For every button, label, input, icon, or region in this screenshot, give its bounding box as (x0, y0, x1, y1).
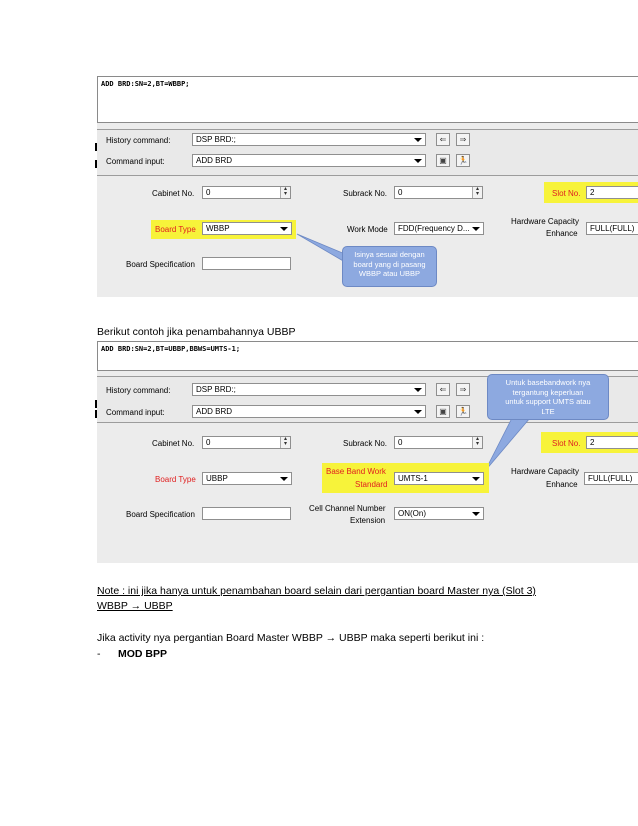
slot-no-label: Slot No. (552, 439, 581, 448)
subrack-no-label: Subrack No. (343, 189, 388, 198)
callout-line: Isinya sesuai dengan (354, 250, 425, 259)
chevron-down-icon (472, 477, 480, 481)
arrow-right-icon: ⇒ (459, 135, 467, 144)
spinner-icon[interactable]: ▴ ▾ (280, 187, 290, 198)
callout-line: WBBP atau UBBP (358, 269, 421, 278)
command-input-label: Command input: (106, 408, 165, 417)
history-command-label: History command: (106, 386, 171, 395)
board-type-value: UBBP (206, 474, 228, 483)
hardware-capacity-label-line2: Enhance (546, 480, 578, 489)
slot-no-label: Slot No. (552, 189, 581, 198)
note-line-2: WBBP → UBBP (97, 600, 173, 612)
baseband-work-standard-label-line2: Standard (355, 480, 388, 489)
cabinet-no-value: 0 (206, 438, 211, 447)
arrow-left-icon: ⇐ (439, 135, 447, 144)
screenshot-add-brd-wbbp (97, 76, 638, 297)
cell-channel-number-value: ON(On) (398, 509, 426, 518)
run-icon: 🏃 (458, 156, 468, 165)
board-specification-input[interactable] (202, 507, 291, 520)
paragraph-master-replacement: Jika activity nya pergantian Board Master WBBP → UBBP maka seperti berikut ini : (97, 632, 485, 644)
save-icon: ▣ (439, 156, 447, 165)
board-type-value: WBBP (206, 224, 230, 233)
margin-mark (95, 410, 97, 418)
hardware-capacity-select[interactable] (584, 472, 638, 485)
cabinet-no-input[interactable] (202, 436, 291, 449)
board-specification-label: Board Specification (126, 260, 195, 269)
command-output-text: ADD BRD:SN=2,BT=WBBP; (101, 80, 190, 88)
callout-line: Untuk basebandwork nya (505, 378, 591, 387)
slot-no-value: 2 (590, 438, 595, 447)
chevron-down-icon (280, 477, 288, 481)
work-mode-value: FDD(Frequency D... (398, 224, 470, 233)
subrack-no-value: 0 (398, 188, 403, 197)
spinner-icon[interactable]: ▴ ▾ (472, 437, 482, 448)
callout-line: tergantung keperluan (512, 387, 584, 397)
work-mode-label: Work Mode (347, 225, 388, 234)
chevron-down-icon (472, 512, 480, 516)
cell-channel-number-label-line1: Cell Channel Number (309, 504, 386, 513)
arrow-right-icon: ⇒ (459, 385, 467, 394)
spinner-icon[interactable]: ▴ ▾ (280, 437, 290, 448)
bullet-dash: - (97, 648, 101, 660)
baseband-work-standard-select[interactable] (394, 472, 484, 485)
hardware-capacity-value: FULL(FULL) (590, 224, 635, 233)
hardware-capacity-label-line1: Hardware Capacity (511, 467, 580, 476)
cell-channel-number-label-line2: Extension (350, 516, 386, 525)
save-icon: ▣ (439, 407, 447, 416)
history-command-value: DSP BRD:; (196, 135, 236, 144)
command-input-value: ADD BRD (196, 407, 233, 416)
hardware-capacity-label-line2: Enhance (546, 229, 578, 238)
margin-mark (95, 160, 97, 168)
callout-line: LTE (541, 406, 555, 416)
margin-mark (95, 143, 97, 151)
baseband-work-standard-label-line1: Base Band Work (326, 467, 386, 476)
subrack-no-input[interactable] (394, 436, 483, 449)
callout-baseband-note (487, 374, 609, 420)
baseband-work-standard-value: UMTS-1 (398, 474, 428, 483)
cabinet-no-label: Cabinet No. (152, 189, 195, 198)
board-type-label: Board Type (155, 225, 196, 234)
bullet-mod-bpp: MOD BPP (118, 648, 168, 660)
cabinet-no-label: Cabinet No. (152, 439, 195, 448)
slot-no-input[interactable] (586, 436, 638, 449)
run-icon: 🏃 (458, 407, 468, 416)
history-command-label: History command: (106, 136, 171, 145)
board-specification-input[interactable] (202, 257, 291, 270)
command-input-label: Command input: (106, 157, 165, 166)
hardware-capacity-value: FULL(FULL) (588, 474, 633, 483)
hardware-capacity-label-line1: Hardware Capacity (511, 217, 580, 226)
callout-board-type-note (342, 246, 437, 287)
board-type-label: Board Type (155, 475, 196, 484)
board-type-select[interactable] (202, 472, 292, 485)
slot-no-value: 2 (590, 188, 595, 197)
subrack-no-value: 0 (398, 438, 403, 447)
note-line-1: Note : ini jika hanya untuk penambahan board selain dari pergantian board Master nya (Slot 3) (97, 585, 536, 597)
callout-line: untuk support UMTS atau (505, 397, 591, 406)
command-output-text: ADD BRD:SN=2,BT=UBBP,BBWS=UMTS-1; (101, 345, 241, 353)
board-specification-label: Board Specification (126, 510, 195, 519)
history-command-value: DSP BRD:; (196, 385, 236, 394)
cabinet-no-value: 0 (206, 188, 211, 197)
spinner-icon[interactable]: ▴ ▾ (472, 187, 482, 198)
caption-ubbp-example: Berikut contoh jika penambahannya UBBP (97, 326, 296, 338)
screenshot-add-brd-ubbp (97, 341, 638, 563)
command-input-value: ADD BRD (196, 156, 233, 165)
callout-line: board yang di pasang (353, 259, 426, 269)
arrow-left-icon: ⇐ (439, 385, 447, 394)
margin-mark (95, 400, 97, 408)
cell-channel-number-select[interactable] (394, 507, 484, 520)
subrack-no-label: Subrack No. (343, 439, 388, 448)
